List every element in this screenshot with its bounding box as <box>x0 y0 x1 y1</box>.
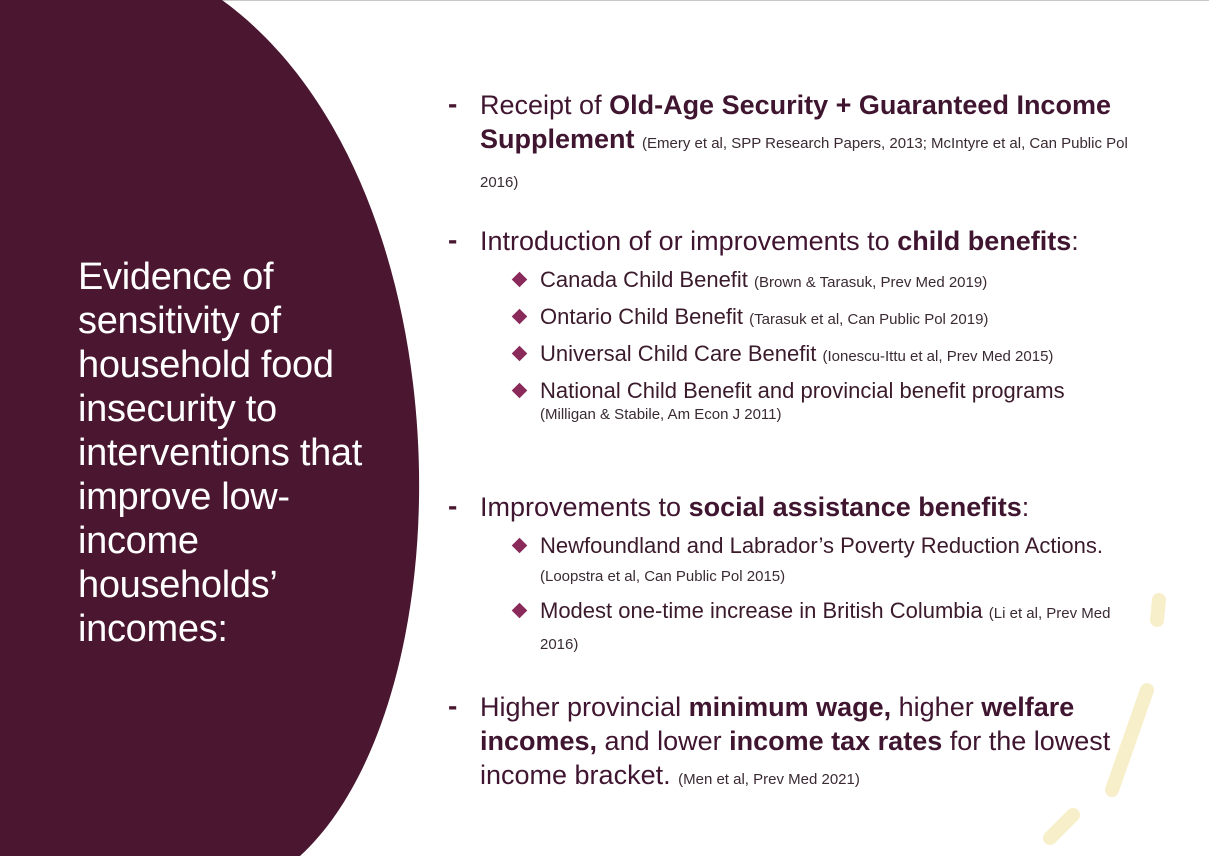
dash-marker: - <box>448 690 458 721</box>
sub-item <box>514 303 1079 334</box>
dash-marker: - <box>448 490 458 521</box>
sub-item-label: Ontario Child Benefit <box>540 304 743 329</box>
citation: (Men et al, Prev Med 2021) <box>678 771 860 788</box>
sub-item-label: Universal Child Care Benefit <box>540 341 817 366</box>
bold-text-part: welfare incomes, <box>480 692 1075 756</box>
bold-text-part: minimum wage, <box>688 692 892 722</box>
bullet-text <box>480 224 1079 258</box>
text-part: Receipt of <box>480 90 610 120</box>
bullet-item-social-assistance <box>448 490 1148 665</box>
citation: (Emery et al, SPP Research Papers, 2013; McIntyre et al, Can Public Pol 2016) <box>480 135 1128 191</box>
sub-item <box>514 532 1148 591</box>
diamond-bullet-icon <box>512 538 528 554</box>
bullet-text <box>480 690 1148 797</box>
sub-item-label: Newfoundland and Labrador’s Poverty Reduction Actions. <box>540 533 1103 558</box>
sub-item-label: Modest one-time increase in British Columbia <box>540 598 983 623</box>
decor-stroke-top <box>1157 600 1159 620</box>
diamond-bullet-icon <box>512 309 528 325</box>
bullet-text <box>480 490 1148 524</box>
sub-list <box>480 532 1148 659</box>
sub-item <box>514 597 1148 659</box>
citation: (Milligan & Stabile, Am Econ J 2011) <box>540 406 782 423</box>
bullet-item-child-benefits <box>448 224 1079 431</box>
bold-text-part: child benefits <box>897 226 1072 256</box>
left-panel-title: Evidence of sensitivity of household food insecurity to interventions that improve low-income households’ incomes: <box>78 256 362 650</box>
dash-marker: - <box>448 224 458 255</box>
text-part: Higher provincial <box>480 692 689 722</box>
citation: (Loopstra et al, Can Public Pol 2015) <box>540 568 786 585</box>
sub-item-label: National Child Benefit and provincial benefit programs <box>540 378 1065 403</box>
sub-item <box>514 340 1079 371</box>
diamond-bullet-icon <box>512 383 528 399</box>
citation: (Li et al, Prev Med 2016) <box>540 605 1111 653</box>
sub-list <box>480 266 1079 425</box>
bullet-item-minimum-wage <box>448 690 1148 797</box>
decor-stroke-bottom <box>1050 815 1073 838</box>
diamond-bullet-icon <box>512 272 528 288</box>
bullet-text <box>480 88 1148 200</box>
bold-text-part: social assistance benefits <box>688 492 1022 522</box>
text-part: Improvements to <box>480 492 689 522</box>
bold-text-part: income tax rates <box>729 726 943 756</box>
diamond-bullet-icon <box>512 346 528 362</box>
citation: (Tarasuk et al, Can Public Pol 2019) <box>749 311 989 328</box>
text-part: : <box>1071 226 1079 256</box>
text-part: and lower <box>597 726 730 756</box>
diamond-bullet-icon <box>512 603 528 619</box>
dash-marker: - <box>448 88 458 119</box>
citation: (Brown & Tarasuk, Prev Med 2019) <box>754 274 988 291</box>
citation: (Ionescu-Ittu et al, Prev Med 2015) <box>822 348 1054 365</box>
bullet-item-oas-gis <box>448 88 1148 200</box>
text-part: Introduction of or improvements to <box>480 226 898 256</box>
text-part: for the lowest income bracket. <box>480 726 1111 790</box>
bold-text-part: Old-Age Security + Guaranteed Income Supplement <box>480 90 1111 154</box>
text-part: : <box>1021 492 1030 522</box>
sub-item <box>514 266 1079 297</box>
text-part: higher <box>891 692 982 722</box>
sub-item-label: Canada Child Benefit <box>540 267 748 292</box>
sub-item <box>514 377 1079 425</box>
